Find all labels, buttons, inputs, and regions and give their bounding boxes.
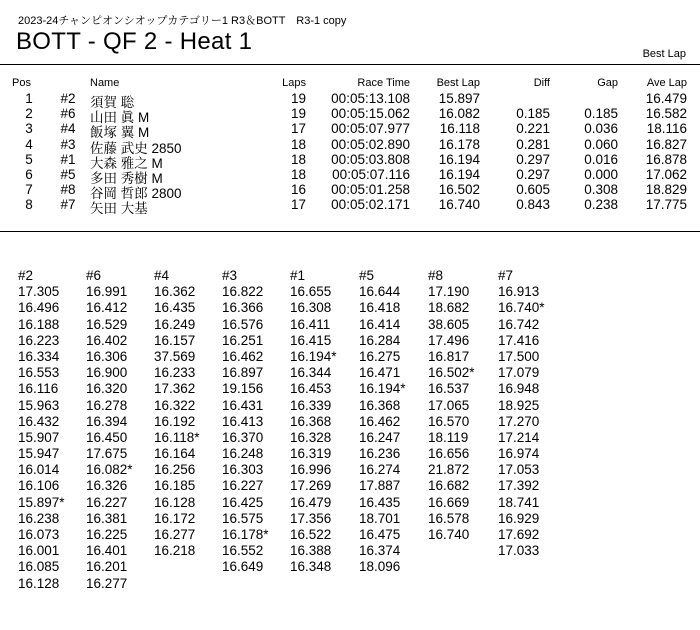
pos-cell: 3: [25, 121, 33, 137]
lap-time-cell: 16.897: [222, 365, 264, 381]
lap-time-cell: 16.413: [222, 413, 264, 429]
driver-name-cell: 飯塚 翼 M: [90, 125, 150, 141]
diff-cell: 0.185: [516, 106, 550, 122]
laps-cell: 16: [290, 182, 306, 198]
lap-time-cell: 16.570: [428, 413, 470, 429]
lap-time-cell: 16.128: [154, 494, 196, 510]
kart-number-cell: #4: [60, 121, 76, 137]
lap-time-cell: 16.817: [428, 348, 470, 364]
lap-time-cell: 16.233: [154, 365, 196, 381]
lap-time-cell: 16.900: [86, 365, 128, 381]
lap-time-cell: 16.374: [359, 543, 401, 559]
pos-cell: 4: [25, 136, 33, 152]
gap-cell: 0.016: [584, 151, 618, 167]
diff-cell: 0.297: [516, 166, 550, 182]
lap-time-cell: 16.274: [359, 462, 401, 478]
lap-time-cell: 17.214: [498, 429, 540, 445]
lap-time-cell: 16.106: [18, 478, 60, 494]
lap-time-cell: 16.128: [18, 575, 60, 591]
lap-column: [154, 268, 214, 559]
lap-time-cell: 16.929: [498, 510, 540, 526]
lap-time-cell: 16.303: [222, 462, 264, 478]
lap-time-cell: 16.118*: [154, 429, 200, 445]
lap-time-cell: 16.529: [86, 316, 128, 332]
lap-time-cell: 15.897*: [18, 494, 65, 510]
header-divider: [0, 64, 700, 65]
ave-lap-cell: 18.829: [645, 182, 687, 198]
lap-time-cell: 16.381: [86, 510, 128, 526]
lap-time-cell: 16.669: [428, 494, 470, 510]
laps-cell: 18: [290, 151, 306, 167]
lap-time-cell: 16.822: [222, 284, 264, 300]
lap-time-cell: 16.450: [86, 429, 128, 445]
lap-column: [428, 268, 488, 543]
lap-time-cell: 17.362: [154, 381, 196, 397]
lap-time-cell: 16.248: [222, 446, 264, 462]
lap-time-cell: 18.096: [359, 559, 401, 575]
lap-time-cell: 16.256: [154, 462, 196, 478]
laps-cell: 18: [290, 136, 306, 152]
lap-time-cell: 16.082*: [86, 462, 133, 478]
race-time-cell: 00:05:02.171: [331, 197, 410, 213]
lap-time-cell: 17.190: [428, 284, 470, 300]
laps-cell: 19: [290, 91, 306, 106]
lap-time-cell: 16.462: [359, 413, 401, 429]
lap-time-cell: 16.277: [154, 527, 196, 542]
diff-cell: 0.221: [516, 121, 550, 137]
diff-cell: 0.281: [516, 136, 550, 152]
lap-time-cell: 15.963: [18, 397, 60, 413]
lap-time-cell: 16.320: [86, 381, 128, 397]
lap-time-cell: 21.872: [428, 462, 470, 478]
col-gap-header: Gap: [597, 77, 618, 89]
lap-time-cell: 16.334: [18, 348, 60, 364]
best-lap-cell: 16.740: [438, 197, 480, 213]
col-diff-header: Diff: [533, 77, 550, 89]
results-divider: [0, 231, 700, 232]
lap-time-cell: 16.496: [18, 300, 60, 316]
lap-time-cell: 17.675: [86, 446, 128, 462]
lap-time-cell: 16.418: [359, 300, 401, 316]
lap-time-cell: 16.085: [18, 559, 60, 575]
gap-cell: 0.238: [584, 197, 618, 213]
lap-time-cell: 17.053: [498, 462, 540, 478]
driver-name-cell: 佐藤 武史 2850: [90, 140, 182, 156]
lap-time-cell: 15.907: [18, 429, 60, 445]
col-pos-header: Pos: [12, 77, 31, 89]
lap-time-cell: 18.682: [428, 300, 470, 316]
lap-time-cell: 17.356: [290, 510, 332, 526]
results-row: [0, 151, 700, 171]
lap-time-cell: 16.225: [86, 527, 128, 542]
lap-time-cell: 16.553: [18, 365, 60, 381]
lap-time-cell: 18.119: [428, 429, 469, 445]
lap-time-cell: 16.435: [154, 300, 196, 316]
lap-time-cell: 17.496: [428, 332, 470, 348]
gap-cell: 0.060: [584, 136, 618, 152]
driver-name-cell: 大森 雅之 M: [90, 155, 163, 171]
lap-time-cell: 16.201: [86, 559, 128, 575]
lap-time-cell: 16.435: [359, 494, 401, 510]
gap-cell: 0.185: [584, 106, 618, 122]
lap-time-cell: 16.401: [86, 543, 128, 559]
ave-lap-cell: 17.775: [645, 197, 687, 213]
lap-time-cell: 16.537: [428, 381, 470, 397]
results-row: [0, 91, 700, 110]
lap-time-cell: 16.479: [290, 494, 332, 510]
lap-column-driver: #2: [18, 268, 34, 283]
lap-time-cell: 16.275: [359, 348, 401, 364]
driver-name-cell: 谷岡 哲郎 2800: [90, 186, 182, 202]
lap-time-cell: 17.033: [498, 543, 540, 559]
race-time-cell: 00:05:07.116: [332, 166, 410, 182]
lap-time-cell: 17.416: [498, 332, 540, 348]
diff-cell: 0.843: [516, 197, 550, 213]
kart-number-cell: #7: [60, 197, 76, 213]
col-laps-header: Laps: [282, 77, 306, 89]
lap-time-cell: 16.576: [222, 316, 264, 332]
lap-time-cell: 16.522: [290, 527, 332, 542]
best-lap-cell: 16.178: [438, 136, 480, 152]
lap-column-driver: #8: [428, 268, 444, 283]
lap-time-cell: 16.991: [86, 284, 128, 300]
lap-time-cell: 16.370: [222, 429, 264, 445]
laps-cell: 17: [290, 197, 306, 213]
lap-time-cell: 17.079: [498, 365, 540, 381]
race-time-cell: 00:05:13.108: [331, 91, 410, 106]
report-title: BOTT - QF 2 - Heat 1: [16, 28, 253, 55]
diff-cell: 0.605: [516, 182, 550, 198]
diff-cell: 0.297: [516, 151, 550, 167]
lap-time-cell: 17.887: [359, 478, 401, 494]
lap-time-cell: 16.368: [359, 397, 401, 413]
ave-lap-cell: 16.582: [645, 106, 687, 122]
pos-cell: 1: [25, 91, 33, 106]
results-table: [0, 76, 700, 217]
lap-time-cell: 16.462: [222, 348, 264, 364]
gap-cell: 0.000: [584, 166, 618, 182]
lap-time-cell: 16.388: [290, 543, 332, 559]
lap-time-cell: 16.415: [290, 332, 332, 348]
lap-time-cell: 37.569: [154, 348, 196, 364]
lap-column: [290, 268, 350, 576]
lap-time-cell: 16.194*: [359, 381, 406, 397]
lap-time-cell: 17.305: [18, 284, 60, 300]
results-row: [0, 197, 700, 217]
driver-name-cell: 山田 眞 M: [90, 110, 150, 126]
lap-time-cell: 17.692: [498, 527, 540, 542]
col-name-header: Name: [90, 77, 120, 89]
lap-time-cell: 16.326: [86, 478, 128, 494]
ave-lap-cell: 18.116: [646, 121, 687, 137]
best-lap-tag: Best Lap: [642, 48, 686, 60]
lap-column: [86, 268, 146, 592]
results-row: [0, 106, 700, 126]
ave-lap-cell: 17.062: [645, 166, 687, 182]
col-race-time-header: Race Time: [357, 77, 410, 89]
lap-time-cell: 16.682: [428, 478, 470, 494]
lap-time-cell: 16.194*: [290, 348, 337, 364]
lap-time-cell: 16.188: [18, 316, 60, 332]
results-row: [0, 166, 700, 186]
lap-time-cell: 16.471: [359, 365, 401, 381]
lap-time-cell: 16.655: [290, 284, 332, 300]
lap-time-cell: 16.432: [18, 413, 60, 429]
best-lap-cell: 16.118: [439, 121, 480, 137]
best-lap-cell: 16.194: [438, 151, 480, 167]
lap-time-cell: 16.251: [222, 332, 264, 348]
lap-time-cell: 16.218: [154, 543, 196, 559]
lap-time-cell: 16.431: [222, 397, 264, 413]
lap-time-cell: 16.001: [18, 543, 60, 559]
report-subtitle: 2023-24チャンピオンシオップカテゴリー1 R3＆BOTT R3-1 copy: [18, 15, 347, 27]
ave-lap-cell: 16.827: [645, 136, 687, 152]
lap-time-cell: 16.178*: [222, 527, 269, 542]
lap-time-cell: 16.116: [18, 381, 59, 397]
lap-time-cell: 16.227: [86, 494, 128, 510]
lap-time-cell: 16.238: [18, 510, 60, 526]
lap-time-cell: 16.322: [154, 397, 196, 413]
lap-time-cell: 16.223: [18, 332, 60, 348]
race-time-cell: 00:05:07.977: [331, 121, 410, 137]
kart-number-cell: #5: [60, 166, 76, 182]
lap-column-driver: #6: [86, 268, 102, 283]
col-best-lap-header: Best Lap: [436, 77, 480, 89]
lap-time-cell: 16.014: [18, 462, 60, 478]
lap-time-cell: 18.701: [359, 510, 401, 526]
pos-cell: 2: [25, 106, 33, 122]
driver-name-cell: 多田 秀樹 M: [90, 170, 163, 186]
lap-time-cell: 16.552: [222, 543, 264, 559]
lap-time-cell: 16.974: [498, 446, 540, 462]
lap-time-cell: 16.073: [18, 527, 60, 542]
lap-column-driver: #7: [498, 268, 514, 283]
lap-time-cell: 17.065: [428, 397, 470, 413]
lap-time-cell: 16.913: [498, 284, 540, 300]
kart-number-cell: #1: [60, 151, 76, 167]
lap-time-cell: 16.306: [86, 348, 128, 364]
lap-time-cell: 16.656: [428, 446, 470, 462]
lap-time-cell: 16.236: [359, 446, 401, 462]
lap-time-cell: 16.192: [154, 413, 196, 429]
lap-column: [222, 268, 282, 576]
lap-time-cell: 18.925: [498, 397, 540, 413]
pos-cell: 6: [25, 166, 33, 182]
laps-cell: 18: [290, 166, 306, 182]
lap-column-driver: #1: [290, 268, 306, 283]
race-time-cell: 00:05:01.258: [331, 182, 410, 198]
lap-time-cell: 16.742: [498, 316, 540, 332]
lap-time-cell: 16.249: [154, 316, 196, 332]
lap-time-cell: 16.425: [222, 494, 264, 510]
lap-time-cell: 16.319: [290, 446, 332, 462]
lap-time-cell: 16.996: [290, 462, 332, 478]
best-lap-cell: 15.897: [438, 91, 480, 106]
lap-time-cell: 17.392: [498, 478, 540, 494]
race-time-cell: 00:05:02.890: [331, 136, 410, 152]
lap-time-cell: 16.502*: [428, 365, 475, 381]
lap-time-cell: 16.284: [359, 332, 401, 348]
lap-time-cell: 16.402: [86, 332, 128, 348]
driver-name-cell: 須賀 聡: [90, 95, 135, 110]
lap-time-cell: 17.269: [290, 478, 332, 494]
lap-column: [498, 268, 558, 559]
lap-time-cell: 16.368: [290, 413, 332, 429]
pos-cell: 8: [25, 197, 33, 213]
lap-time-cell: 16.172: [154, 510, 196, 526]
ave-lap-cell: 16.479: [645, 91, 687, 106]
lap-time-cell: 16.453: [290, 381, 332, 397]
lap-time-cell: 16.578: [428, 510, 470, 526]
lap-time-cell: 16.328: [290, 429, 332, 445]
lap-column-driver: #4: [154, 268, 170, 283]
results-body: [0, 91, 700, 217]
lap-time-cell: 16.344: [290, 365, 332, 381]
lap-time-cell: 16.394: [86, 413, 128, 429]
results-row: [0, 182, 700, 202]
lap-time-cell: 17.270: [498, 413, 540, 429]
race-time-cell: 00:05:15.062: [331, 106, 410, 122]
kart-number-cell: #6: [60, 106, 76, 122]
results-row: [0, 121, 700, 141]
lap-time-cell: 16.227: [222, 478, 264, 494]
lap-time-cell: 16.366: [222, 300, 264, 316]
lap-time-cell: 16.247: [359, 429, 401, 445]
lap-time-cell: 16.411: [290, 316, 331, 332]
lap-time-cell: 38.605: [428, 316, 470, 332]
lap-time-cell: 16.740: [428, 527, 470, 542]
lap-time-cell: 16.157: [154, 332, 196, 348]
race-time-cell: 00:05:03.808: [331, 151, 410, 167]
lap-time-cell: 16.649: [222, 559, 264, 575]
lap-column-driver: #5: [359, 268, 375, 283]
ave-lap-cell: 16.878: [645, 151, 687, 167]
lap-time-cell: 16.575: [222, 510, 264, 526]
lap-column: [18, 268, 78, 592]
lap-time-cell: 15.947: [18, 446, 60, 462]
pos-cell: 5: [25, 151, 33, 167]
laps-cell: 17: [290, 121, 306, 137]
lap-time-cell: 16.412: [86, 300, 128, 316]
lap-time-cell: 16.414: [359, 316, 401, 332]
pos-cell: 7: [25, 182, 33, 198]
lap-time-cell: 16.339: [290, 397, 332, 413]
lap-column: [359, 268, 419, 576]
best-lap-cell: 16.082: [438, 106, 480, 122]
lap-time-cell: 16.185: [154, 478, 196, 494]
lap-time-cell: 17.500: [498, 348, 540, 364]
kart-number-cell: #2: [60, 91, 76, 106]
kart-number-cell: #8: [60, 182, 76, 198]
col-ave-lap-header: Ave Lap: [646, 77, 687, 89]
lap-time-cell: 16.308: [290, 300, 332, 316]
lap-time-cell: 16.740*: [498, 300, 545, 316]
lap-time-cell: 16.644: [359, 284, 401, 300]
lap-column-driver: #3: [222, 268, 238, 283]
lap-time-cell: 16.362: [154, 284, 196, 300]
results-row: [0, 136, 700, 156]
gap-cell: 0.036: [584, 121, 618, 137]
lap-time-cell: 16.277: [86, 575, 128, 591]
lap-time-cell: 16.475: [359, 527, 401, 542]
lap-time-cell: 16.948: [498, 381, 540, 397]
lap-time-cell: 16.278: [86, 397, 128, 413]
lap-time-cell: 16.348: [290, 559, 332, 575]
best-lap-cell: 16.194: [438, 166, 480, 182]
laps-cell: 19: [290, 106, 306, 122]
lap-time-cell: 18.741: [498, 494, 540, 510]
lap-time-cell: 16.164: [154, 446, 196, 462]
best-lap-cell: 16.502: [438, 182, 480, 198]
driver-name-cell: 矢田 大基: [90, 201, 148, 217]
gap-cell: 0.308: [584, 182, 618, 198]
results-header-row: [0, 76, 700, 91]
lap-time-cell: 19.156: [222, 381, 264, 397]
kart-number-cell: #3: [60, 136, 76, 152]
